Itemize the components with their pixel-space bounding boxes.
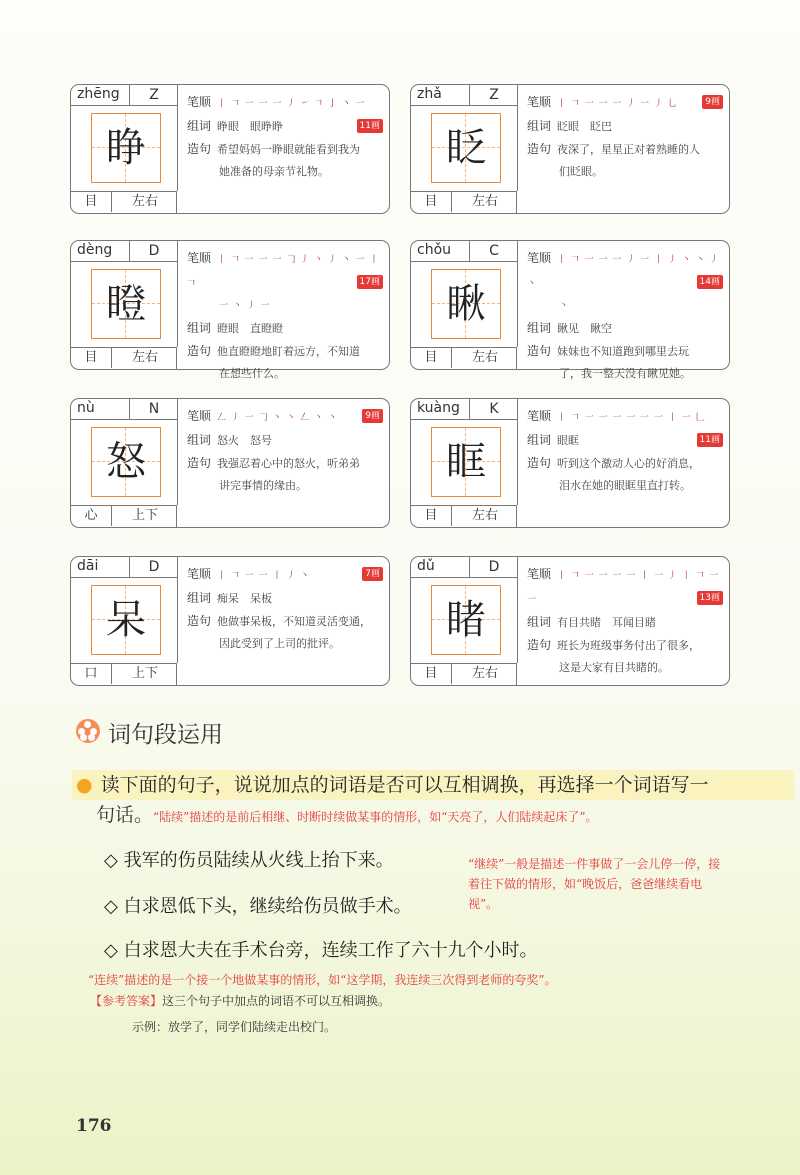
- example-sentence: 示例：放学了，同学们陆续走出校门。: [132, 1020, 337, 1034]
- char-info: [187, 563, 383, 655]
- sentence-cont: 这是大家有目共睹的。: [559, 661, 669, 674]
- strokes-label: 笔顺: [527, 409, 552, 423]
- char-box: [71, 577, 178, 663]
- sentence-row: [527, 452, 723, 475]
- sentence-cont: 了，我一整天没有瞅见她。: [559, 367, 691, 380]
- sentence-label: 造句: [527, 456, 552, 470]
- stroke-order: 丨 𠃍 一 一 丨 丿 丶: [217, 571, 311, 581]
- radical-row: [71, 505, 177, 527]
- words: 有目共睹 耳闻目睹: [557, 616, 657, 629]
- radical-row: [411, 191, 517, 213]
- words-row: [527, 611, 723, 634]
- char-card: [70, 556, 390, 686]
- tian-grid: [91, 113, 161, 183]
- question-line-2: [96, 800, 786, 832]
- sentence-label: 造句: [187, 344, 212, 358]
- char-box: [411, 105, 518, 191]
- char-box: [71, 261, 178, 347]
- words: 痴呆 呆板: [217, 592, 273, 605]
- words-row: [187, 587, 383, 610]
- words-label: 组词: [187, 433, 212, 447]
- radical: 口: [84, 666, 98, 681]
- sentence-1: ◇ 我军的伤员陆续从火线上抬下来。: [104, 850, 394, 871]
- stroke-count-badge: 13画: [697, 591, 723, 605]
- pinyin-cell: [71, 399, 178, 420]
- answer-tag: 【参考答案】: [90, 994, 163, 1008]
- sentence: 夜深了，星星正对着熟睡的人: [557, 143, 701, 156]
- note-luxu: “陆续”描述的是前后相继、时断时续做某事的情形，如“天亮了，人们陆续起床了”。: [153, 810, 598, 824]
- pinyin: zhǎ: [417, 86, 442, 102]
- char-box: [411, 577, 518, 663]
- char-card: [410, 556, 730, 686]
- radical: 目: [424, 194, 438, 209]
- pinyin-cell: [411, 241, 518, 262]
- tian-grid: [91, 427, 161, 497]
- sentence-2: ◇ 白求恩低下头，继续给伤员做手术。: [104, 896, 412, 917]
- flower-icon: [76, 719, 100, 743]
- stroke-count-badge: 11画: [357, 119, 383, 133]
- character: 瞅: [446, 281, 486, 327]
- words-row: [187, 317, 383, 340]
- character: 瞪: [106, 281, 146, 327]
- stroke-order-2: 一 丶 丿 一: [219, 301, 271, 311]
- strokes-label: 笔顺: [187, 251, 212, 265]
- note-lianxu: “连续”描述的是一个接一个地做某事的情形，如“这学期，我连续三次得到老师的夸奖”。: [88, 973, 557, 987]
- sentence: 听到这个激动人心的好消息，: [557, 457, 701, 470]
- stroke-row: [187, 563, 383, 587]
- pinyin-cell: [71, 241, 178, 262]
- sentence-cont: 们眨眼。: [559, 165, 603, 178]
- stroke-row: [527, 91, 723, 115]
- words: 瞅见 瞅空: [557, 322, 613, 335]
- question-line-1: [76, 770, 796, 800]
- words-row: [187, 429, 383, 452]
- strokes-label: 笔顺: [187, 567, 212, 581]
- answer: [90, 992, 390, 1009]
- pinyin: dǔ: [417, 558, 435, 574]
- words-label: 组词: [187, 119, 212, 133]
- sentence-label: 造句: [187, 142, 212, 156]
- sentence-cont: 因此受到了上司的批评。: [219, 637, 340, 650]
- radical: 心: [84, 508, 98, 523]
- pinyin: nù: [77, 400, 95, 416]
- stroke-count-badge: 17画: [357, 275, 383, 289]
- words-row: [187, 115, 383, 138]
- answer-text: 这三个句子中加点的词语不可以互相调换。: [162, 994, 391, 1008]
- initial-letter: K: [469, 399, 518, 419]
- char-info: [187, 405, 383, 497]
- sentence-label: 造句: [527, 638, 552, 652]
- words: 眼眶: [557, 434, 580, 447]
- radical: 目: [424, 508, 438, 523]
- character: 睁: [106, 125, 146, 171]
- char-info: [527, 91, 723, 183]
- character: 怒: [106, 439, 146, 485]
- words: 眨眼 眨巴: [557, 120, 613, 133]
- stroke-count-badge: 9画: [702, 95, 723, 109]
- char-card: [410, 398, 730, 528]
- sentence-label: 造句: [187, 614, 212, 628]
- words: 怒火 怒号: [217, 434, 273, 447]
- words-label: 组词: [527, 615, 552, 629]
- initial-letter: C: [469, 241, 518, 261]
- stroke-row: [187, 247, 383, 295]
- strokes-label: 笔顺: [527, 251, 552, 265]
- tian-grid: [431, 585, 501, 655]
- stroke-order: 丨 𠃍 一 一 一 丿 一 丨 丿 丶 丶 丿 丶: [527, 255, 720, 289]
- question-text-2: 句话。: [96, 804, 154, 826]
- words-row: [527, 429, 723, 452]
- char-info: [187, 91, 383, 183]
- strokes-label: 笔顺: [187, 409, 212, 423]
- bullet-icon: ●: [76, 774, 93, 796]
- sentence-cont: 她准备的母亲节礼物。: [219, 165, 329, 178]
- radical-row: [411, 663, 517, 685]
- char-box: [71, 419, 178, 505]
- stroke-count-badge: 9画: [362, 409, 383, 423]
- radical-row: [411, 505, 517, 527]
- stroke-row: [187, 405, 383, 429]
- sentence-3: ◇ 白求恩大夫在手术台旁，连续工作了六十九个小时。: [104, 940, 538, 961]
- char-box: [71, 105, 178, 191]
- char-card: [70, 240, 390, 380]
- tian-grid: [91, 585, 161, 655]
- tian-grid: [431, 113, 501, 183]
- strokes-label: 笔顺: [527, 567, 552, 581]
- pinyin: zhēng: [77, 86, 120, 102]
- initial-letter: N: [129, 399, 178, 419]
- sentence-row: [187, 452, 383, 475]
- initial-letter: Z: [129, 85, 178, 105]
- sentence-cont: 讲完事情的缘由。: [219, 479, 307, 492]
- radical: 目: [424, 666, 438, 681]
- tian-grid: [91, 269, 161, 339]
- sentence: 妹妹也不知道跑到哪里去玩: [557, 345, 690, 358]
- words-label: 组词: [527, 119, 552, 133]
- pinyin-cell: [411, 399, 518, 420]
- char-card: [70, 398, 390, 528]
- char-card: [410, 84, 730, 214]
- sentence-row: [187, 610, 383, 633]
- structure: 左右: [451, 664, 518, 684]
- stroke-order: 丨 𠃍 一 一 一 丿 ㇀ 𠃍 亅 丶 一: [217, 99, 366, 109]
- strokes-label: 笔顺: [187, 95, 212, 109]
- pinyin-cell: [71, 557, 178, 578]
- pinyin-cell: [411, 557, 518, 578]
- tian-grid: [431, 269, 501, 339]
- stroke-order: 丨 𠃍 一 一 一 一 丨 一 丿 丨 𠃍 一 一: [527, 571, 720, 605]
- words: 瞪眼 直瞪瞪: [217, 322, 284, 335]
- sentence-row: [187, 340, 383, 363]
- words-label: 组词: [187, 591, 212, 605]
- structure: 左右: [451, 192, 518, 212]
- sentence: 班长为班级事务付出了很多，: [557, 639, 701, 652]
- pinyin-cell: [71, 85, 178, 106]
- character: 眶: [446, 439, 486, 485]
- radical-row: [71, 191, 177, 213]
- radical-row: [71, 663, 177, 685]
- note-jixu: “继续”一般是描述一件事做了一会儿停一停，接着往下做的情形，如“晚饭后，爸爸继续看电视”。: [468, 857, 721, 911]
- question-text-1: 读下面的句子，说说加点的词语是否可以互相调换，再选择一个词语写一: [100, 774, 709, 796]
- character: 睹: [446, 597, 486, 643]
- stroke-count-badge: 14画: [697, 275, 723, 289]
- stroke-order-2: 丶: [559, 301, 570, 311]
- sentence-label: 造句: [527, 142, 552, 156]
- radical-row: [71, 347, 177, 369]
- radical: 目: [84, 350, 98, 365]
- sentence: 我强忍着心中的怒火，听弟弟: [217, 457, 361, 470]
- words-label: 组词: [187, 321, 212, 335]
- initial-letter: D: [129, 557, 178, 577]
- stroke-row: [527, 247, 723, 295]
- character: 呆: [106, 597, 146, 643]
- initial-letter: D: [469, 557, 518, 577]
- char-box: [411, 419, 518, 505]
- sentence-cont: 泪水在她的眼眶里直打转。: [559, 479, 691, 492]
- sentence: 希望妈妈一睁眼就能看到我为: [217, 143, 361, 156]
- words-label: 组词: [527, 433, 552, 447]
- char-info: [527, 405, 723, 497]
- stroke-row: [527, 563, 723, 611]
- pinyin: chǒu: [417, 242, 452, 258]
- words-row: [527, 317, 723, 340]
- pinyin-cell: [411, 85, 518, 106]
- sentence-row: [527, 634, 723, 657]
- section-title: 词句段运用: [108, 722, 223, 748]
- pinyin: kuàng: [417, 400, 460, 416]
- initial-letter: D: [129, 241, 178, 261]
- stroke-order: 丨 𠃍 一 一 一 丿 一 丿 乚: [557, 99, 678, 109]
- structure: 左右: [111, 192, 178, 212]
- stroke-count-badge: 7画: [362, 567, 383, 581]
- sentence-row: [527, 340, 723, 363]
- pinyin: dāi: [77, 558, 99, 574]
- structure: 左右: [451, 348, 518, 368]
- char-info: [527, 247, 723, 385]
- structure: 左右: [111, 348, 178, 368]
- character: 眨: [446, 125, 486, 171]
- tian-grid: [431, 427, 501, 497]
- words: 睁眼 眼睁睁: [217, 120, 284, 133]
- stroke-order: 丨 𠃍 一 一 一 𠃌 丿 丶 丿 丶 一 丨 𠃍: [187, 255, 380, 289]
- stroke-order: 丨 𠃍 一 一 一 一 一 一 丨 一 𠃊: [557, 413, 706, 423]
- structure: 左右: [451, 506, 518, 526]
- sentence-cont: 在想些什么。: [219, 367, 285, 380]
- char-card: [410, 240, 730, 380]
- structure: 上下: [111, 506, 178, 526]
- strokes-label: 笔顺: [527, 95, 552, 109]
- sentence: 他做事呆板，不知道灵活变通，: [217, 615, 372, 628]
- words-row: [527, 115, 723, 138]
- char-box: [411, 261, 518, 347]
- radical: 目: [84, 194, 98, 209]
- pinyin: dèng: [77, 242, 113, 258]
- words-label: 组词: [527, 321, 552, 335]
- sentence-label: 造句: [527, 344, 552, 358]
- stroke-order: 𠃋 丿 一 𠃌 丶 丶 𠃋 丶 丶: [217, 413, 338, 423]
- char-info: [187, 247, 383, 385]
- structure: 上下: [111, 664, 178, 684]
- sentence: 他直瞪瞪地盯着远方，不知道: [217, 345, 361, 358]
- radical-row: [411, 347, 517, 369]
- initial-letter: Z: [469, 85, 518, 105]
- sentence-row: [527, 138, 723, 161]
- sentence-row: [187, 138, 383, 161]
- radical: 目: [424, 350, 438, 365]
- stroke-count-badge: 11画: [697, 433, 723, 447]
- page-number: 176: [76, 1116, 112, 1136]
- sentence-label: 造句: [187, 456, 212, 470]
- char-card: [70, 84, 390, 214]
- char-info: [527, 563, 723, 679]
